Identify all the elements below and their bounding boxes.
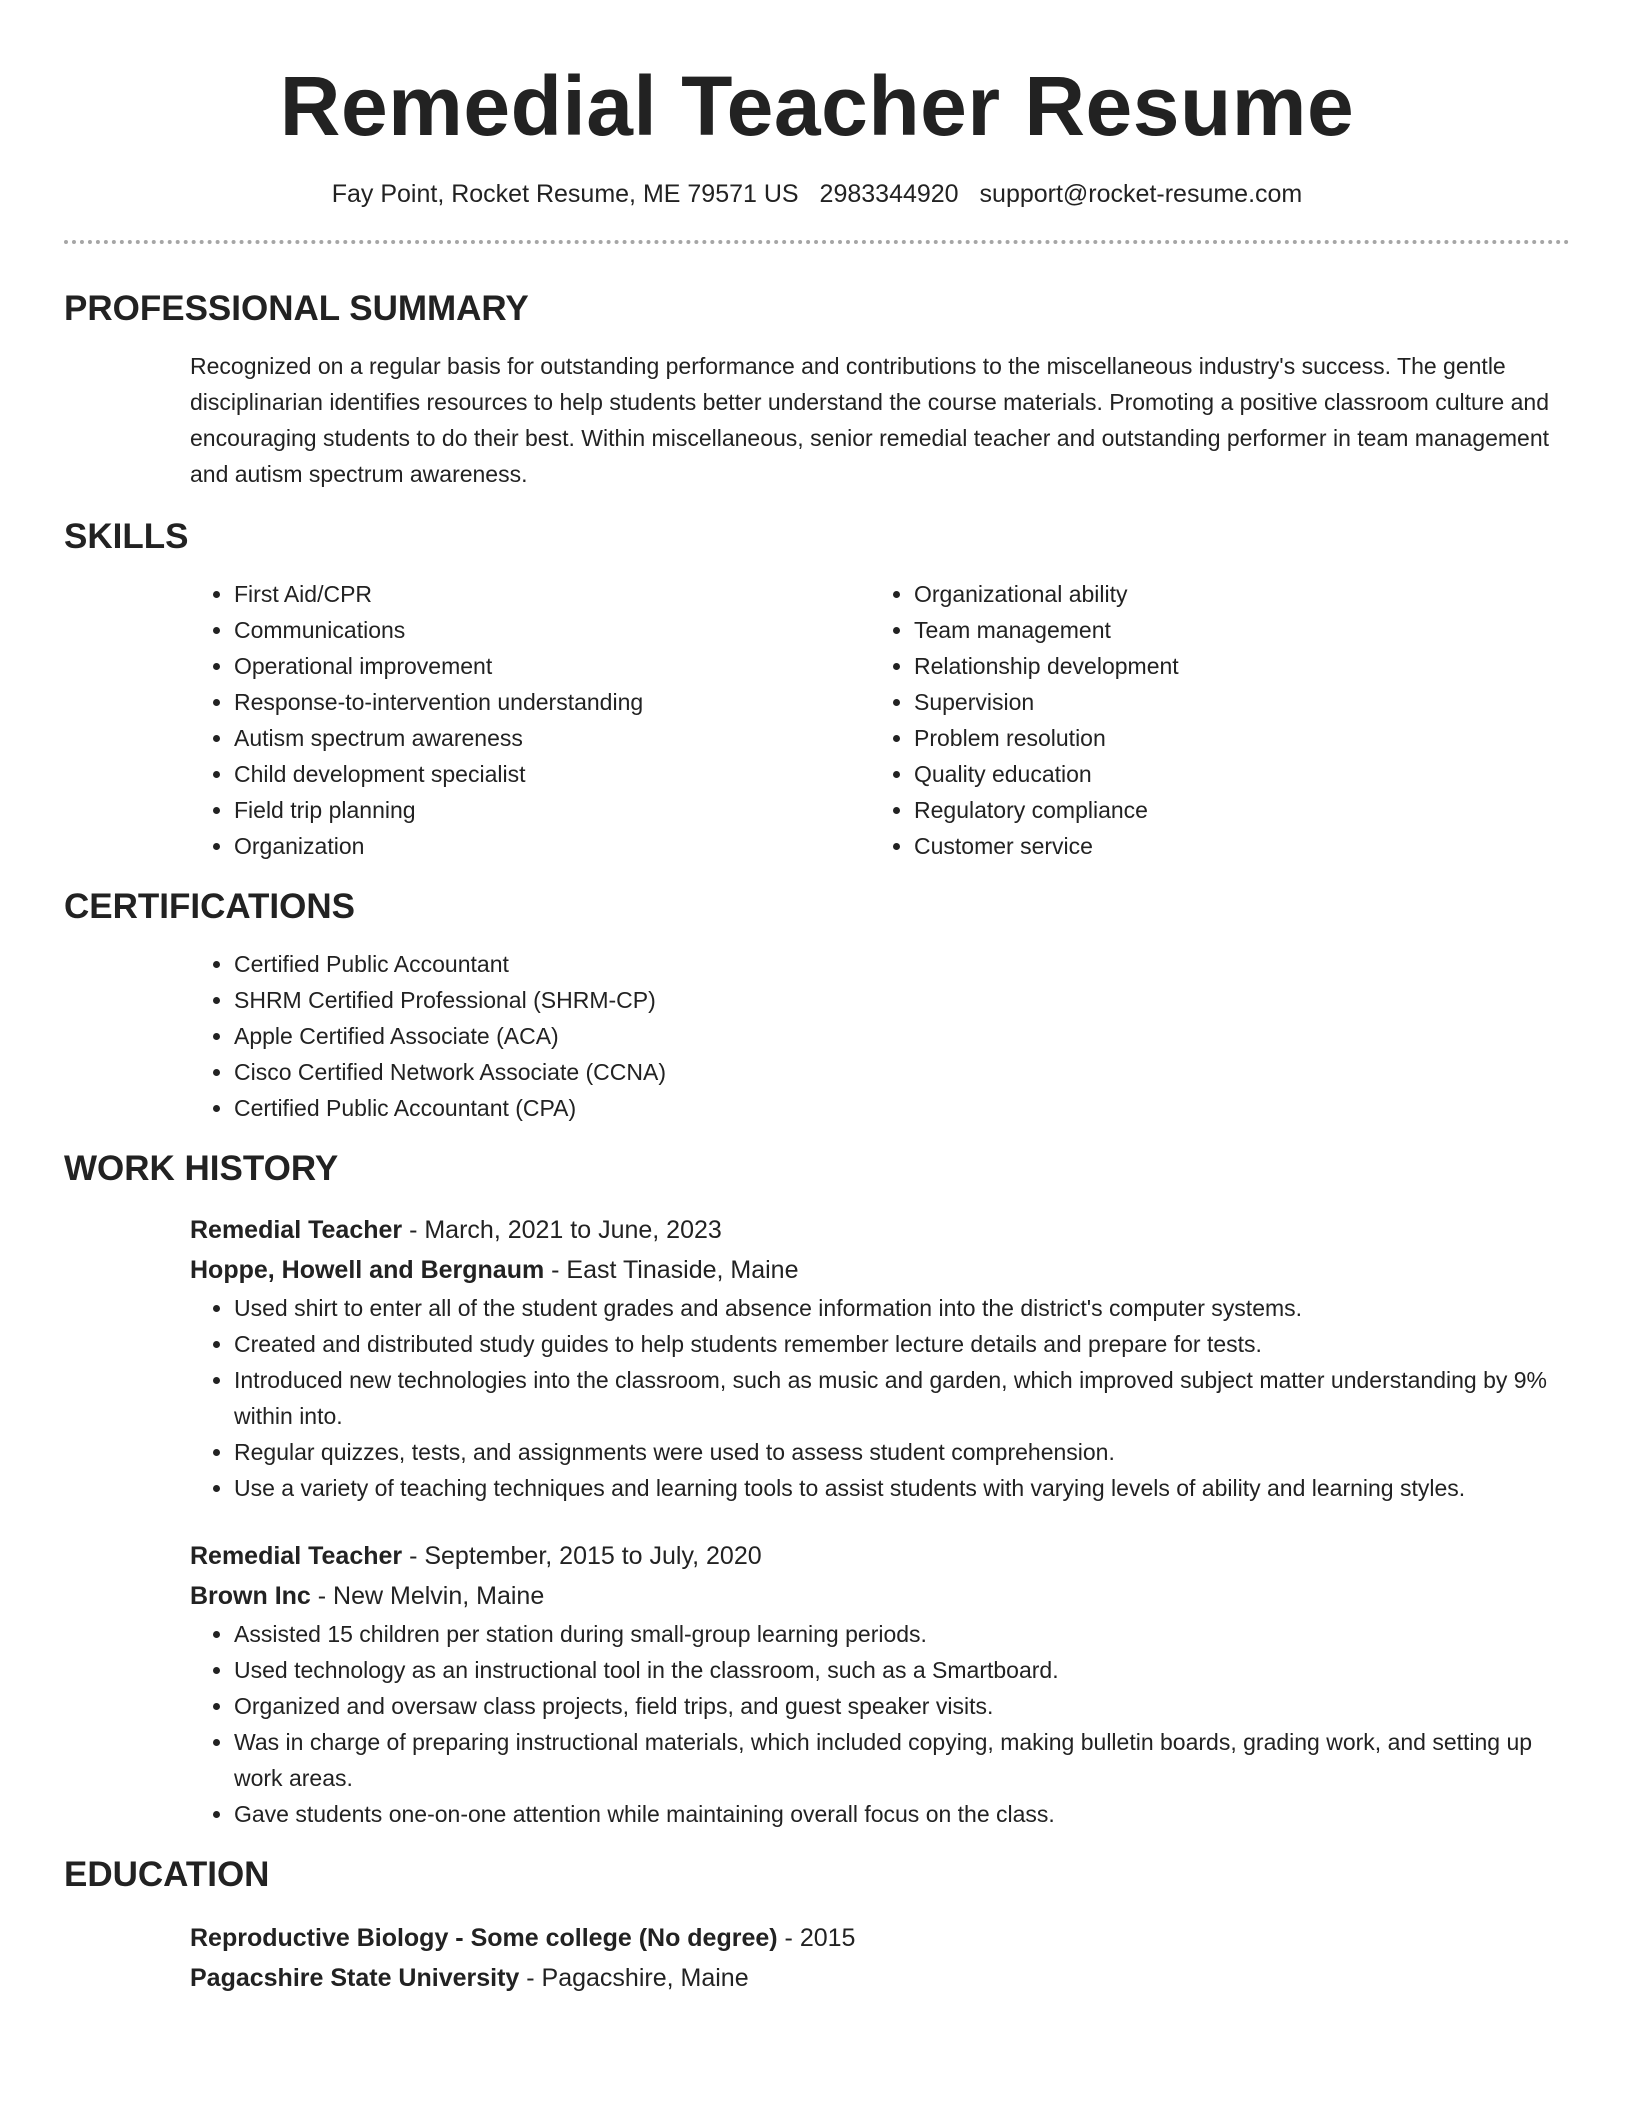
skill-item: • Regulatory compliance xyxy=(914,792,1550,828)
job-duties-list xyxy=(190,1290,1570,1506)
certifications-heading: CERTIFICATIONS xyxy=(64,887,356,926)
skills-right-list xyxy=(870,576,1550,864)
job-title-line xyxy=(190,1536,1570,1576)
education-degree: Reproductive Biology - Some college (No degree) xyxy=(190,1924,778,1952)
skill-item: • Relationship development xyxy=(914,648,1550,684)
skill-item: • Supervision xyxy=(914,684,1550,720)
skills-columns xyxy=(190,576,1570,864)
job-location: - New Melvin, Maine xyxy=(310,1582,545,1610)
certification-item: • Certified Public Accountant (CPA) xyxy=(234,1090,1570,1126)
skill-item: • Field trip planning xyxy=(234,792,870,828)
job-dates: - March, 2021 to June, 2023 xyxy=(402,1216,722,1244)
skill-item: • Autism spectrum awareness xyxy=(234,720,870,756)
job-title: Remedial Teacher xyxy=(190,1542,403,1570)
education-heading: EDUCATION xyxy=(64,1855,270,1894)
skills-left-list xyxy=(190,576,870,864)
skill-item: • Communications xyxy=(234,612,870,648)
job-duties-list xyxy=(190,1616,1570,1832)
skill-item: • Response-to-intervention understanding xyxy=(234,684,870,720)
contact-email: support@rocket-resume.com xyxy=(979,180,1303,208)
job-company-line xyxy=(190,1250,1570,1290)
certification-item: • Cisco Certified Network Associate (CCNA) xyxy=(234,1054,1570,1090)
contact-address: Fay Point, Rocket Resume, ME 79571 US xyxy=(331,180,799,208)
certification-item: • Certified Public Accountant xyxy=(234,946,1570,982)
work-history-heading: WORK HISTORY xyxy=(64,1149,339,1188)
job-duty: • Regular quizzes, tests, and assignments were used to assess student comprehension. xyxy=(234,1434,1570,1470)
job-duty: • Used technology as an instructional tool in the classroom, such as a Smartboard. xyxy=(234,1652,1570,1688)
skills-right-column xyxy=(870,576,1550,864)
job-duty: • Was in charge of preparing instructional materials, which included copying, making bulletin boards, grading work, and setting up work areas. xyxy=(234,1724,1570,1796)
education-location: - Pagacshire, Maine xyxy=(519,1964,749,1992)
resume-page xyxy=(64,0,1570,1998)
certification-item: • Apple Certified Associate (ACA) xyxy=(234,1018,1570,1054)
contact-line xyxy=(64,178,1570,210)
job-dates: - September, 2015 to July, 2020 xyxy=(402,1542,762,1570)
job-company: Brown Inc xyxy=(190,1582,311,1610)
job-location: - East Tinaside, Maine xyxy=(544,1256,799,1284)
certifications-block xyxy=(190,946,1570,1126)
education-school-line xyxy=(190,1958,1570,1998)
education-entry xyxy=(190,1918,1570,1998)
skill-item: • Operational improvement xyxy=(234,648,870,684)
job-duty: • Assisted 15 children per station during small-group learning periods. xyxy=(234,1616,1570,1652)
job-company: Hoppe, Howell and Bergnaum xyxy=(190,1256,545,1284)
contact-phone: 2983344920 xyxy=(819,180,959,208)
resume-title: Remedial Teacher Resume xyxy=(279,59,1355,153)
job-title-line xyxy=(190,1210,1570,1250)
certifications-list xyxy=(190,946,1570,1126)
education-year: - 2015 xyxy=(777,1924,856,1952)
skill-item: • Organizational ability xyxy=(914,576,1550,612)
job-duty: • Organized and oversaw class projects, field trips, and guest speaker visits. xyxy=(234,1688,1570,1724)
job-duty: • Introduced new technologies into the classroom, such as music and garden, which improved subject matter understanding by 9% within into. xyxy=(234,1362,1570,1434)
summary-text: Recognized on a regular basis for outstanding performance and contributions to the miscellaneous industry's success. The gentle disciplinarian identifies resources to help students better understand the course materials. Promoting a positive classroom culture and encouraging students to do their best. Within miscellaneous, senior remedial teacher and outstanding performer in team management and autism spectrum awareness. xyxy=(190,353,1550,487)
skill-item: • First Aid/CPR xyxy=(234,576,870,612)
job-title: Remedial Teacher xyxy=(190,1216,403,1244)
summary-heading: PROFESSIONAL SUMMARY xyxy=(64,289,529,328)
education-school: Pagacshire State University xyxy=(190,1964,520,1992)
skill-item: • Organization xyxy=(234,828,870,864)
skill-item: • Quality education xyxy=(914,756,1550,792)
skill-item: • Team management xyxy=(914,612,1550,648)
job-duty: • Use a variety of teaching techniques and learning tools to assist students with varying levels of ability and learning styles. xyxy=(234,1470,1570,1506)
header-divider xyxy=(64,240,1570,244)
certification-item: • SHRM Certified Professional (SHRM-CP) xyxy=(234,982,1570,1018)
skill-item: • Child development specialist xyxy=(234,756,870,792)
job-duty: • Created and distributed study guides to help students remember lecture details and prepare for tests. xyxy=(234,1326,1570,1362)
skill-item: • Problem resolution xyxy=(914,720,1550,756)
skills-left-column xyxy=(190,576,870,864)
job-entry xyxy=(190,1210,1570,1506)
skills-heading: SKILLS xyxy=(64,517,189,556)
job-duty: • Used shirt to enter all of the student grades and absence information into the district's computer systems. xyxy=(234,1290,1570,1326)
skill-item: • Customer service xyxy=(914,828,1550,864)
job-entry xyxy=(190,1536,1570,1832)
job-duty: • Gave students one-on-one attention while maintaining overall focus on the class. xyxy=(234,1796,1570,1832)
education-degree-line xyxy=(190,1918,1570,1958)
job-company-line xyxy=(190,1576,1570,1616)
